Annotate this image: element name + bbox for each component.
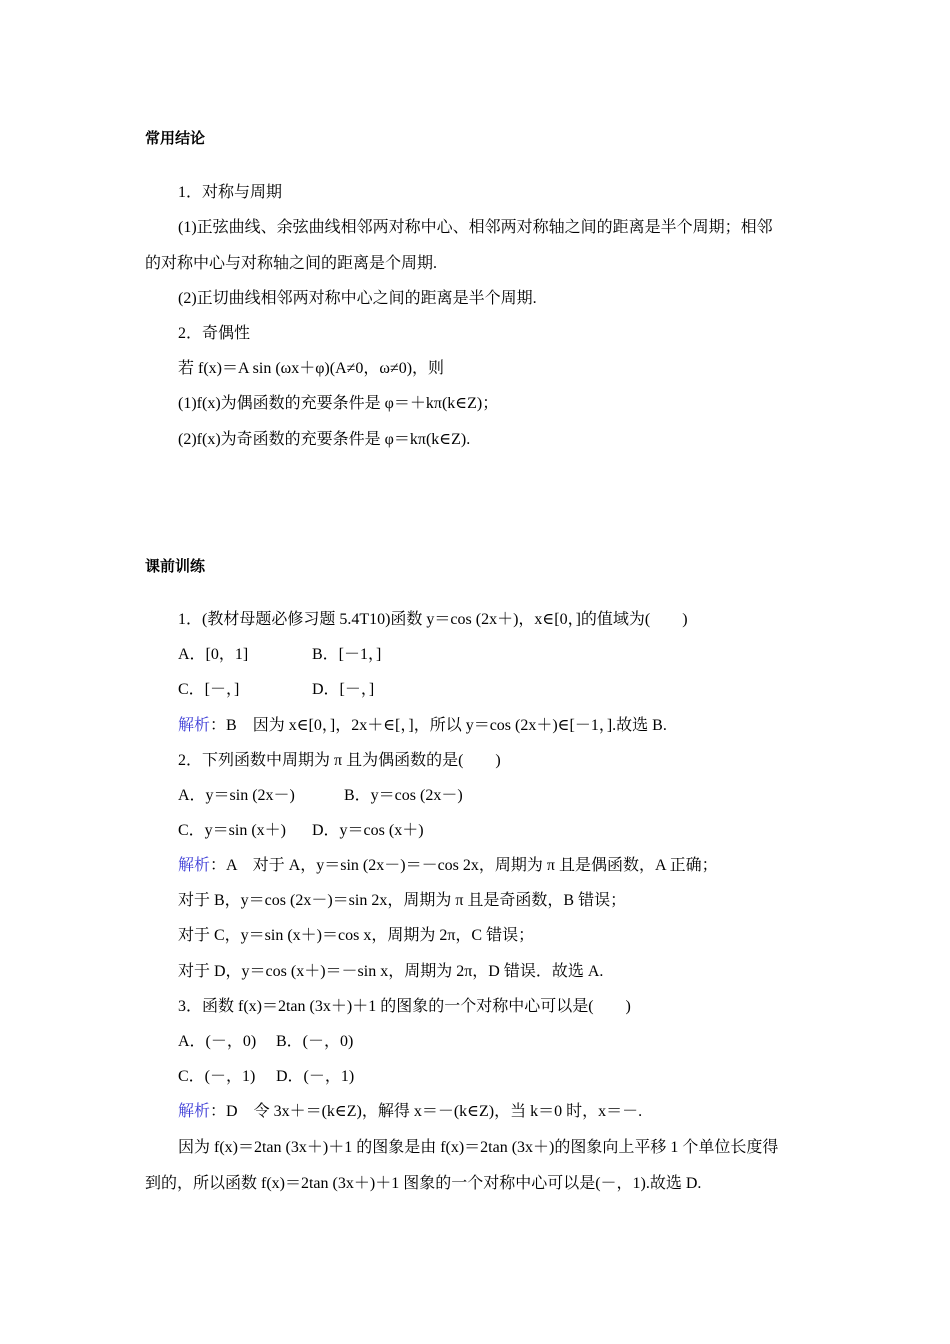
q2-stem: 2．下列函数中周期为 π 且为偶函数的是( ) [178,752,501,769]
q1-solution-label: 解析 [178,717,211,734]
q3-explanation-line2: 到的，所以函数 f(x)＝2tan (3x＋)＋1 图象的一个对称中心可以是(－，1).故选 D. [145,1175,702,1192]
q3-option-d: D．(－，1) [276,1068,355,1085]
q1-stem: 1．(教材母题必修习题 5.4T10)函数 y＝cos (2x＋)，x∈[0，]的值域为( ) [178,611,688,628]
q3-option-c: C．(－，1) [178,1068,256,1085]
section-heading-exercises: 课前训练 [145,557,206,575]
item1-paragraph2: (2)正切曲线相邻两对称中心之间的距离是半个周期. [178,290,537,307]
item2-even-condition: (1)f(x)为偶函数的充要条件是 φ＝＋kπ(k∈Z)； [178,395,499,412]
q2-solution [178,856,718,876]
item1-paragraph1-line2: 的对称中心与对称轴之间的距离是个周期. [145,255,438,272]
q2-solution-line2: 对于 B，y＝cos (2x－)＝sin 2x，周期为 π 且是奇函数，B 错误； [178,892,627,909]
q2-solution-label: 解析 [178,857,211,874]
q2-solution-line3: 对于 C，y＝sin (x＋)＝cos x，周期为 2π，C 错误； [178,927,535,944]
q3-solution-text: ：D 令 3x＋＝(k∈Z)，解得 x＝－(k∈Z)，当 k＝0 时，x＝－. [210,1103,643,1120]
item1-paragraph1-line1: (1)正弦曲线、余弦曲线相邻两对称中心、相邻两对称轴之间的距离是半个周期；相邻 [178,219,773,236]
q3-option-b: B．(－，0) [276,1033,354,1050]
item2-title: 2．奇偶性 [178,325,251,342]
q3-option-a: A．(－，0) [178,1033,257,1050]
item2-intro: 若 f(x)＝A sin (ωx＋φ)(A≠0，ω≠0)，则 [178,360,445,377]
q1-option-c: C．[－，] [178,681,240,698]
q2-option-d: D．y＝cos (x＋) [312,822,424,839]
q1-solution [178,716,667,736]
q2-solution-line4: 对于 D，y＝cos (x＋)＝－sin x，周期为 2π，D 错误．故选 A. [178,963,604,980]
q1-option-a: A．[0，1] [178,646,249,663]
q2-option-b: B．y＝cos (2x－) [344,787,463,804]
q3-stem: 3．函数 f(x)＝2tan (3x＋)＋1 的图象的一个对称中心可以是( ) [178,998,631,1015]
q3-solution-label: 解析 [178,1103,211,1120]
q2-option-c: C．y＝sin (x＋) [178,822,287,839]
q2-option-a: A．y＝sin (2x－) [178,787,295,804]
q3-explanation-line1: 因为 f(x)＝2tan (3x＋)＋1 的图象是由 f(x)＝2tan (3x＋)的图象向上平移 1 个单位长度得 [178,1139,779,1156]
item2-odd-condition: (2)f(x)为奇函数的充要条件是 φ＝kπ(k∈Z). [178,431,471,448]
q1-solution-text: ：B 因为 x∈[0，]，2x＋∈[，]，所以 y＝cos (2x＋)∈[－1，].故选 B. [210,717,667,734]
q1-option-d: D．[－，] [312,681,375,698]
section-heading-conclusions: 常用结论 [145,129,206,147]
q2-solution-text: ：A 对于 A，y＝sin (2x－)＝－cos 2x，周期为 π 且是偶函数，A 正确； [210,857,718,874]
q1-option-b: B．[－1，] [312,646,382,663]
q3-solution [178,1102,642,1122]
item1-title: 1．对称与周期 [178,184,283,201]
